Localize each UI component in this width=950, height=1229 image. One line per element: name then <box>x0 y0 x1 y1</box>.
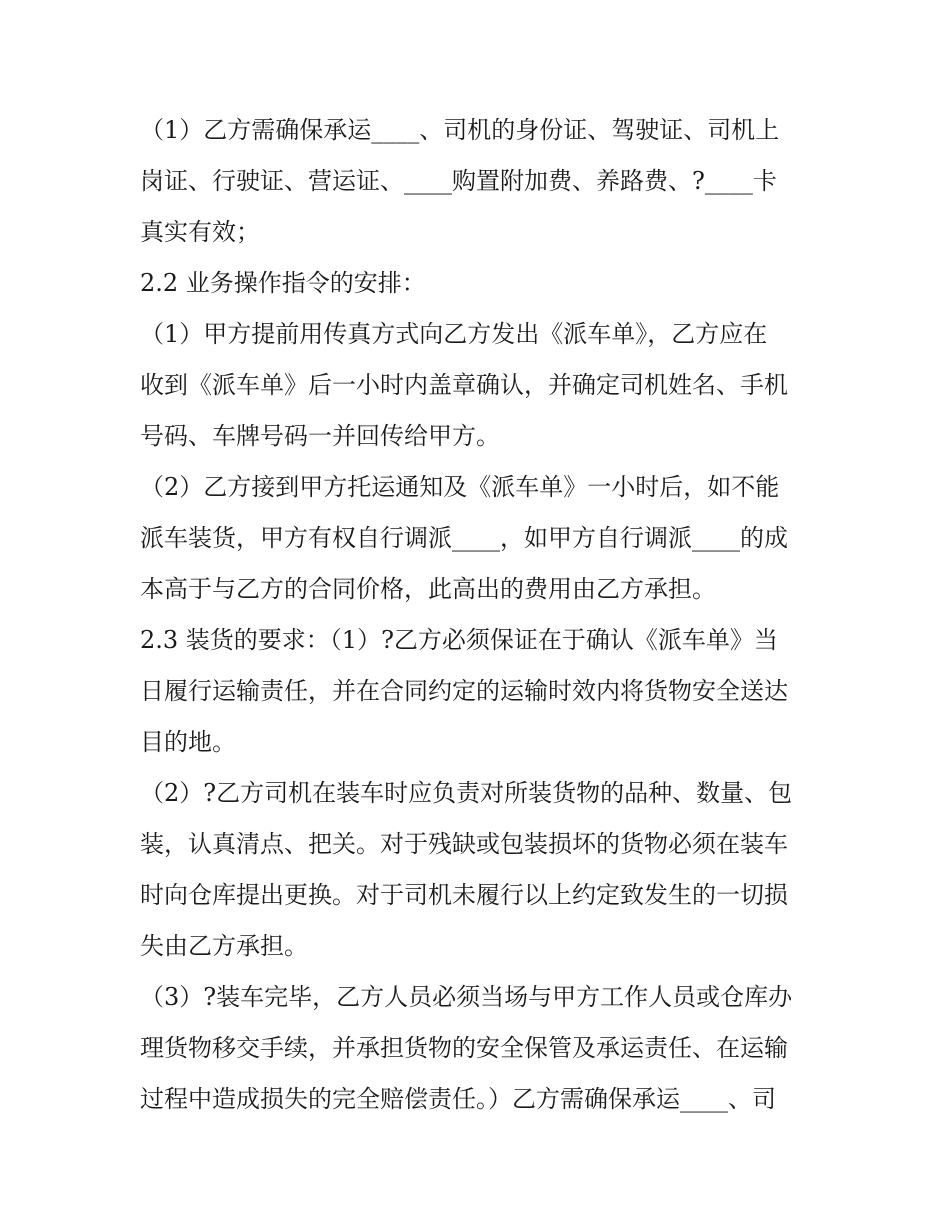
text-line: （3）?装车完毕，乙方人员必须当场与甲方工作人员或仓库办 <box>140 983 793 1011</box>
text-line: （1）乙方需确保承运____、司机的身份证、驾驶证、司机上 <box>140 116 780 144</box>
text-line: 号码、车牌号码一并回传给甲方。 <box>140 422 500 450</box>
text-line: 派车装货，甲方有权自行调派____，如甲方自行调派____的成 <box>140 524 788 552</box>
text-line: 装，认真清点、把关。对于残缺或包装损坏的货物必须在装车 <box>140 830 788 858</box>
text-line: （1）甲方提前用传真方式向乙方发出《派车单》，乙方应在 <box>140 320 768 348</box>
text-line: 失由乙方承担。 <box>140 932 308 960</box>
text-line: 本高于与乙方的合同价格，此高出的费用由乙方承担。 <box>140 575 716 603</box>
text-line: 收到《派车单》后一小时内盖章确认，并确定司机姓名、手机 <box>140 371 788 399</box>
text-line: 过程中造成损失的完全赔偿责任。）乙方需确保承运____、司 <box>140 1085 776 1113</box>
text-line: 真实有效； <box>140 218 260 246</box>
text-line: （2）?乙方司机在装车时应负责对所装货物的品种、数量、包 <box>140 779 793 807</box>
text-line: 日履行运输责任，并在合同约定的运输时效内将货物安全送达 <box>140 677 788 705</box>
text-line: 目的地。 <box>140 728 236 756</box>
text-line: 时向仓库提出更换。对于司机未履行以上约定致发生的一切损 <box>140 881 788 909</box>
section-heading: 2.3 装货的要求：（1）?乙方必须保证在于确认《派车单》当 <box>140 626 778 654</box>
document-body <box>140 105 830 1125</box>
section-heading: 2.2 业务操作指令的安排： <box>140 269 426 297</box>
text-line: 岗证、行驶证、营运证、____购置附加费、养路费、?____卡 <box>140 167 777 195</box>
text-line: （2）乙方接到甲方托运通知及《派车单》一小时后，如不能 <box>140 473 780 501</box>
text-line: 理货物移交手续，并承担货物的安全保管及承运责任、在运输 <box>140 1034 788 1062</box>
